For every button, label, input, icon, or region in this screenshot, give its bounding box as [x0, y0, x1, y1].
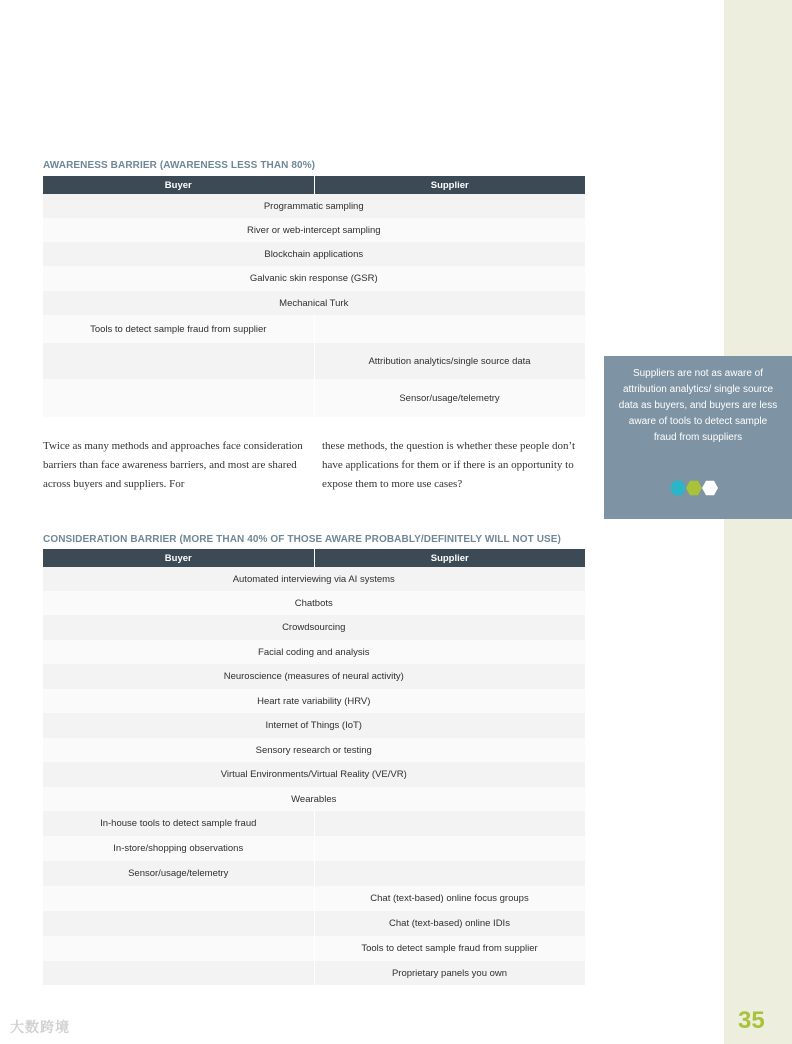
table-row: [43, 811, 585, 836]
table-cell: Wearables: [43, 787, 585, 811]
table-row: [43, 218, 585, 242]
table-row: [43, 242, 585, 266]
table-cell: Tools to detect sample fraud from supplier: [43, 315, 314, 343]
table-cell: [43, 343, 314, 379]
table-cell: [314, 861, 585, 886]
table-row: [43, 266, 585, 291]
table-cell: Programmatic sampling: [43, 194, 585, 218]
table-cell: Internet of Things (IoT): [43, 713, 585, 738]
watermark-logo: 大数跨境: [10, 1019, 70, 1035]
table-cell: [43, 936, 314, 961]
sidebar-callout: [604, 356, 792, 519]
table-cell: Galvanic skin response (GSR): [43, 266, 585, 291]
table-row: [43, 886, 585, 911]
table-cell: [43, 886, 314, 911]
table-cell: [43, 961, 314, 985]
buyer-column-header: Buyer: [43, 549, 314, 567]
table-row: [43, 315, 585, 343]
table-cell: Sensor/usage/telemetry: [314, 379, 585, 417]
table-cell: Blockchain applications: [43, 242, 585, 266]
table-row: [43, 689, 585, 713]
table-cell: River or web-intercept sampling: [43, 218, 585, 242]
page-number: 35: [738, 1007, 765, 1034]
table-row: [43, 762, 585, 787]
table-cell: [314, 811, 585, 836]
table-row: [43, 640, 585, 664]
table-cell: Crowdsourcing: [43, 615, 585, 640]
table-cell: In-store/shopping observations: [43, 836, 314, 861]
table-row: [43, 738, 585, 762]
table-row: [43, 343, 585, 379]
margin-strip: [724, 0, 792, 1044]
body-paragraph-col2: these methods, the question is whether these people don’t have applications for them or if there is an opportunity to expose them to more use cases?: [322, 440, 576, 490]
supplier-column-header: Supplier: [314, 549, 585, 567]
table-row: [43, 379, 585, 417]
table-row: [43, 713, 585, 738]
hexagon-icon: [670, 480, 686, 496]
table-cell: [43, 379, 314, 417]
supplier-column-header: Supplier: [314, 176, 585, 194]
hexagon-icon: [686, 480, 702, 496]
table-header-row: [43, 176, 585, 194]
body-paragraph-col1: Twice as many methods and approaches face consideration barriers than face awareness barriers, and most are shared across buyers and suppliers. For: [43, 440, 303, 490]
table-row: [43, 591, 585, 615]
table-header-row: [43, 549, 585, 567]
table-cell: Chatbots: [43, 591, 585, 615]
table-cell: Sensory research or testing: [43, 738, 585, 762]
table-cell: Virtual Environments/Virtual Reality (VE/VR): [43, 762, 585, 787]
table-row: [43, 664, 585, 689]
awareness-barrier-table: [43, 176, 586, 417]
table-row: [43, 291, 585, 315]
table-row: [43, 911, 585, 936]
table-row: [43, 861, 585, 886]
table-cell: [314, 836, 585, 861]
consideration-barrier-table: [43, 549, 586, 985]
consideration-barrier-title: CONSIDERATION BARRIER (MORE THAN 40% OF THOSE AWARE PROBABLY/DEFINITELY WILL NOT USE): [43, 534, 561, 545]
table-cell: Proprietary panels you own: [314, 961, 585, 985]
table-cell: Sensor/usage/telemetry: [43, 861, 314, 886]
table-row: [43, 615, 585, 640]
table-cell: Heart rate variability (HRV): [43, 689, 585, 713]
table-cell: In-house tools to detect sample fraud: [43, 811, 314, 836]
table-cell: Tools to detect sample fraud from supplier: [314, 936, 585, 961]
table-cell: Facial coding and analysis: [43, 640, 585, 664]
table-cell: Mechanical Turk: [43, 291, 585, 315]
table-cell: Neuroscience (measures of neural activity): [43, 664, 585, 689]
hexagon-icon: [702, 480, 718, 496]
table-cell: [314, 315, 585, 343]
table-cell: Chat (text-based) online focus groups: [314, 886, 585, 911]
table-cell: Automated interviewing via AI systems: [43, 567, 585, 591]
hexagon-decoration: [670, 480, 726, 496]
table-row: [43, 567, 585, 591]
table-row: [43, 836, 585, 861]
callout-text: Suppliers are not as aware of attribution analytics/ single source data as buyers, and buyers are less aware of tools to detect sample fraud from suppliers: [618, 368, 778, 443]
table-row: [43, 961, 585, 985]
table-cell: Chat (text-based) online IDIs: [314, 911, 585, 936]
table-row: [43, 936, 585, 961]
table-cell: [43, 911, 314, 936]
buyer-column-header: Buyer: [43, 176, 314, 194]
table-row: [43, 787, 585, 811]
awareness-barrier-title: AWARENESS BARRIER (AWARENESS LESS THAN 80%): [43, 160, 316, 171]
table-cell: Attribution analytics/single source data: [314, 343, 585, 379]
table-row: [43, 194, 585, 218]
